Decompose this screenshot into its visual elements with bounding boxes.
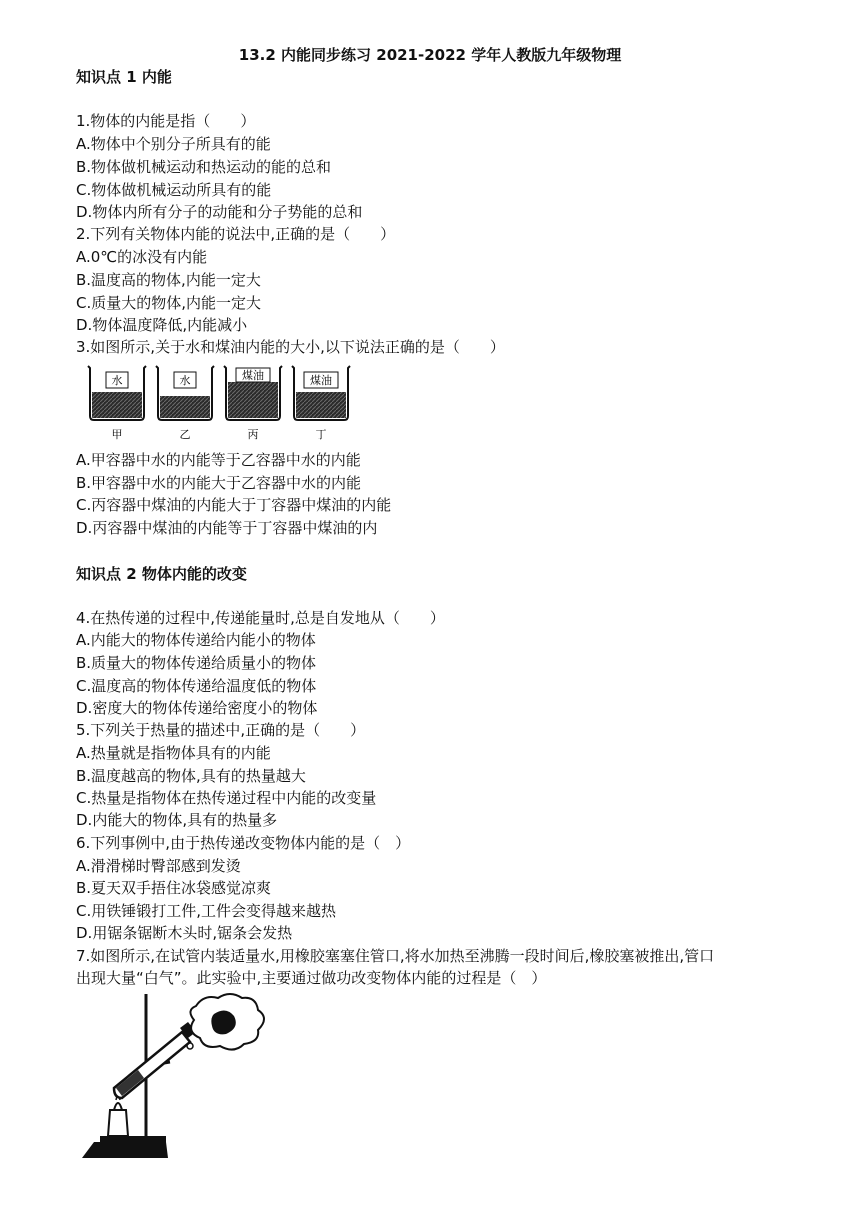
- q6-option-d: D.用锯条锯断木头时,锯条会发热: [76, 924, 293, 942]
- beaker-bing: [224, 366, 282, 441]
- test-tube-apparatus-figure: [76, 992, 276, 1164]
- section-heading-1: 知识点 1 内能: [76, 68, 172, 86]
- page-title: 13.2 内能同步练习 2021-2022 学年人教版九年级物理: [238, 46, 622, 64]
- q5-option-c: C.热量是指物体在热传递过程中内能的改变量: [76, 789, 377, 807]
- q6-option-a: A.滑滑梯时臀部感到发烫: [76, 857, 241, 875]
- q6-option-c: C.用铁锤锻打工件,工件会变得越来越热: [76, 902, 337, 920]
- q3-option-b: B.甲容器中水的内能大于乙容器中水的内能: [76, 474, 362, 492]
- beaker-ding: [292, 366, 350, 441]
- beaker-ding-substance: 煤油: [310, 374, 332, 387]
- q3-option-a: A.甲容器中水的内能等于乙容器中水的内能: [76, 451, 361, 469]
- q3-option-c: C.丙容器中煤油的内能大于丁容器中煤油的内能: [76, 496, 392, 514]
- question-1: 1.物体的内能是指（ ）: [76, 112, 256, 130]
- q3-option-d: D.丙容器中煤油的内能等于丁容器中煤油的内: [76, 519, 378, 537]
- q2-option-a: A.0℃的冰没有内能: [76, 248, 208, 266]
- beaker-jia-label: 甲: [111, 428, 123, 441]
- q2-option-b: B.温度高的物体,内能一定大: [76, 271, 261, 289]
- q5-option-b: B.温度越高的物体,具有的热量越大: [76, 767, 306, 785]
- q2-option-c: C.质量大的物体,内能一定大: [76, 294, 262, 312]
- question-2: 2.下列有关物体内能的说法中,正确的是（ ）: [76, 225, 396, 243]
- q4-option-a: A.内能大的物体传递给内能小的物体: [76, 631, 316, 649]
- q5-option-a: A.热量就是指物体具有的内能: [76, 744, 271, 762]
- question-3: 3.如图所示,关于水和煤油内能的大小,以下说法正确的是（ ）: [76, 338, 505, 356]
- beaker-jia: [88, 366, 146, 441]
- q1-option-b: B.物体做机械运动和热运动的能的总和: [76, 158, 332, 176]
- q1-option-a: A.物体中个别分子所具有的能: [76, 135, 271, 153]
- beaker-jia-substance: 水: [111, 374, 123, 387]
- beaker-bing-label: 丙: [247, 428, 259, 441]
- question-7-line-2: 出现大量“白气”。此实验中,主要通过做功改变物体内能的过程是（ ）: [76, 969, 547, 987]
- q4-option-c: C.温度高的物体传递给温度低的物体: [76, 677, 317, 695]
- beaker-ding-label: 丁: [315, 428, 327, 441]
- q4-option-d: D.密度大的物体传递给密度小的物体: [76, 699, 318, 717]
- beaker-yi: [156, 366, 214, 441]
- q1-option-d: D.物体内所有分子的动能和分子势能的总和: [76, 203, 363, 221]
- beaker-yi-label: 乙: [179, 428, 191, 441]
- question-7-line-1: 7.如图所示,在试管内装适量水,用橡胶塞塞住管口,将水加热至沸腾一段时间后,橡胶塞被推出,管口: [76, 947, 715, 965]
- q6-option-b: B.夏天双手捂住冰袋感觉凉爽: [76, 879, 272, 897]
- q2-option-d: D.物体温度降低,内能减小: [76, 316, 248, 334]
- q1-option-c: C.物体做机械运动所具有的能: [76, 181, 272, 199]
- q4-option-b: B.质量大的物体传递给质量小的物体: [76, 654, 317, 672]
- section-heading-2: 知识点 2 物体内能的改变: [76, 565, 247, 583]
- q5-option-d: D.内能大的物体,具有的热量多: [76, 811, 278, 829]
- beakers-figure: [84, 362, 354, 444]
- question-4: 4.在热传递的过程中,传递能量时,总是自发地从（ ）: [76, 609, 445, 627]
- beaker-bing-substance: 煤油: [242, 369, 264, 382]
- question-5: 5.下列关于热量的描述中,正确的是（ ）: [76, 721, 366, 739]
- question-6: 6.下列事例中,由于热传递改变物体内能的是（ ）: [76, 834, 411, 852]
- beaker-yi-substance: 水: [179, 374, 191, 387]
